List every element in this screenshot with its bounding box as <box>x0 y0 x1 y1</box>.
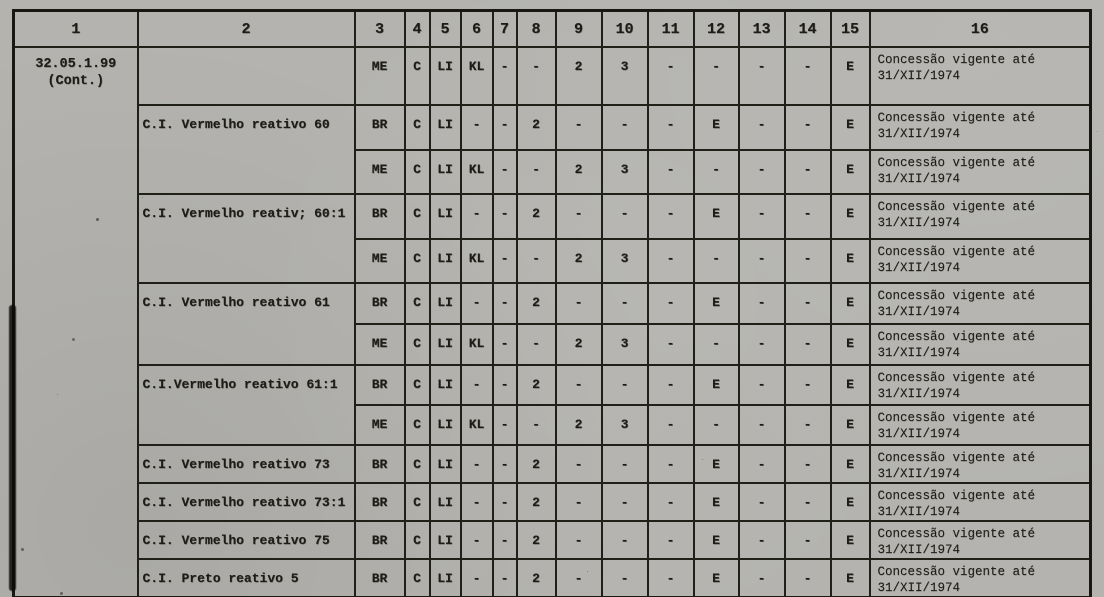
code-cell: - <box>556 365 602 405</box>
code-cell: - <box>785 283 831 324</box>
code-cell: E <box>831 283 870 324</box>
code-cell: - <box>602 194 648 239</box>
concession-line2: 31/XII/1974 <box>877 69 961 83</box>
code-cell: 2 <box>556 47 602 105</box>
dye-name-cell: C.I. Vermelho reativo 75 <box>138 521 355 559</box>
code-cell: C <box>405 47 430 105</box>
code-cell: - <box>785 365 831 405</box>
code-cell: LI <box>430 365 461 405</box>
code-cell: - <box>493 405 517 445</box>
code-cell: - <box>648 483 694 521</box>
code-cell: 2 <box>556 324 602 365</box>
code-cell: - <box>493 194 517 239</box>
code-cell: - <box>739 365 785 405</box>
scan-smudge <box>9 305 16 591</box>
concession-line2: 31/XII/1974 <box>877 581 961 595</box>
code-cell: - <box>556 483 602 521</box>
concession-line1: Concessão vigente até <box>877 200 1036 214</box>
code-cell: - <box>556 521 602 559</box>
concession-line2: 31/XII/1974 <box>877 346 961 360</box>
concession-line2: 31/XII/1974 <box>877 387 961 401</box>
table-row <box>14 105 1091 150</box>
code-cell: - <box>785 324 831 365</box>
code-cell: - <box>739 521 785 559</box>
code-cell: BR <box>355 521 405 559</box>
code-cell: 2 <box>556 405 602 445</box>
code-cell: - <box>694 150 739 194</box>
code-cell: - <box>461 483 493 521</box>
column-header: 13 <box>739 11 785 48</box>
code-cell: - <box>602 521 648 559</box>
code-cell: - <box>648 47 694 105</box>
code-cell: - <box>648 521 694 559</box>
code-cell: BR <box>355 194 405 239</box>
concession-line2: 31/XII/1974 <box>877 172 961 186</box>
code-cell: - <box>785 150 831 194</box>
code-cell: - <box>517 324 556 365</box>
concession-cell <box>870 365 1091 405</box>
code-cell: E <box>694 559 739 597</box>
code-cell: - <box>461 194 493 239</box>
column-header: 15 <box>831 11 870 48</box>
code-cell: E <box>831 521 870 559</box>
code-cell: LI <box>430 239 461 283</box>
code-cell: - <box>785 445 831 483</box>
code-cell: LI <box>430 483 461 521</box>
dye-name-cell: C.I. Preto reativo 5 <box>138 559 355 597</box>
code-cell: 2 <box>517 105 556 150</box>
dye-name-cell: C.I. Vermelho reativ; 60:1 <box>138 194 355 283</box>
code-cell: - <box>648 105 694 150</box>
code-cell: - <box>648 150 694 194</box>
table-row <box>14 445 1091 483</box>
code-cell: 3 <box>602 47 648 105</box>
code-cell: C <box>405 365 430 405</box>
code-cell: - <box>461 445 493 483</box>
concession-line2: 31/XII/1974 <box>877 216 961 230</box>
code-cell: 3 <box>602 150 648 194</box>
dye-name-cell: C.I. Vermelho reativo 60 <box>138 105 355 194</box>
dye-name-cell: C.I. Vermelho reativo 61 <box>138 283 355 365</box>
table-row <box>14 283 1091 324</box>
code-cell: E <box>831 194 870 239</box>
code-cell: E <box>831 365 870 405</box>
code-cell: KL <box>461 47 493 105</box>
code-cell: LI <box>430 105 461 150</box>
code-cell: - <box>785 405 831 445</box>
code-cell: 2 <box>517 521 556 559</box>
concession-line2: 31/XII/1974 <box>877 427 961 441</box>
code-cell: LI <box>430 405 461 445</box>
scan-artifacts <box>96 218 99 221</box>
code-cell: E <box>694 521 739 559</box>
code-cell: - <box>556 559 602 597</box>
code-cell: BR <box>355 483 405 521</box>
concession-line1: Concessão vigente até <box>877 289 1036 303</box>
code-cell: BR <box>355 365 405 405</box>
code-cell: 2 <box>556 150 602 194</box>
code-cell: - <box>602 559 648 597</box>
code-cell: BR <box>355 559 405 597</box>
code-cell: - <box>493 365 517 405</box>
code-cell: - <box>493 521 517 559</box>
code-cell: 3 <box>602 239 648 283</box>
code-cell: - <box>739 445 785 483</box>
concession-cell <box>870 105 1091 150</box>
code-cell: E <box>831 405 870 445</box>
concession-line1: Concessão vigente até <box>877 489 1036 503</box>
code-cell: - <box>602 365 648 405</box>
column-header: 3 <box>355 11 405 48</box>
code-cell: - <box>602 283 648 324</box>
code-cell: C <box>405 194 430 239</box>
dye-name-cell: C.I. Vermelho reativo 73 <box>138 445 355 483</box>
concession-line2: 31/XII/1974 <box>877 305 961 319</box>
column-header: 4 <box>405 11 430 48</box>
concession-line2: 31/XII/1974 <box>877 127 961 141</box>
code-cell: E <box>831 324 870 365</box>
table-row <box>14 559 1091 597</box>
code-cell: E <box>694 445 739 483</box>
code-cell: - <box>517 239 556 283</box>
code-cell: - <box>648 239 694 283</box>
concession-cell <box>870 47 1091 105</box>
code-cell: - <box>493 150 517 194</box>
code-cell: - <box>602 105 648 150</box>
column-header: 9 <box>556 11 602 48</box>
column-header: 1 <box>14 11 138 48</box>
concession-cell <box>870 324 1091 365</box>
concession-line2: 31/XII/1974 <box>877 505 961 519</box>
code-cell: - <box>739 483 785 521</box>
code-cell: ME <box>355 150 405 194</box>
code-cell: 2 <box>517 365 556 405</box>
concession-cell <box>870 150 1091 194</box>
column-header: 8 <box>517 11 556 48</box>
code-cell: - <box>694 47 739 105</box>
concession-line2: 31/XII/1974 <box>877 467 961 481</box>
code-cell: 2 <box>556 239 602 283</box>
concession-line1: Concessão vigente até <box>877 371 1036 385</box>
group-code-line2: (Cont.) <box>47 74 105 89</box>
code-cell: BR <box>355 283 405 324</box>
concession-line1: Concessão vigente até <box>877 330 1036 344</box>
code-cell: C <box>405 559 430 597</box>
table-row <box>14 194 1091 239</box>
code-cell: C <box>405 105 430 150</box>
registry-table <box>12 9 1092 597</box>
column-header: 6 <box>461 11 493 48</box>
code-cell: - <box>461 559 493 597</box>
concession-cell <box>870 239 1091 283</box>
code-cell: - <box>785 483 831 521</box>
table-row <box>14 521 1091 559</box>
code-cell: - <box>461 283 493 324</box>
column-header: 10 <box>602 11 648 48</box>
group-code-line1: 32.05.1.99 <box>35 57 117 72</box>
code-cell: - <box>517 47 556 105</box>
code-cell: - <box>739 559 785 597</box>
code-cell: - <box>648 365 694 405</box>
code-cell: C <box>405 445 430 483</box>
concession-line1: Concessão vigente até <box>877 156 1036 170</box>
code-cell: - <box>739 105 785 150</box>
code-cell: - <box>602 483 648 521</box>
code-cell: LI <box>430 194 461 239</box>
code-cell: - <box>648 405 694 445</box>
code-cell: E <box>831 105 870 150</box>
code-cell: - <box>785 559 831 597</box>
code-cell: C <box>405 239 430 283</box>
table-row <box>14 47 1091 105</box>
code-cell: 3 <box>602 405 648 445</box>
code-cell: E <box>831 150 870 194</box>
code-cell: - <box>517 150 556 194</box>
dye-name-cell: C.I.Vermelho reativo 61:1 <box>138 365 355 445</box>
concession-line2: 31/XII/1974 <box>877 261 961 275</box>
table-header <box>14 11 1091 48</box>
table-row <box>14 483 1091 521</box>
code-cell: 2 <box>517 559 556 597</box>
concession-cell <box>870 559 1091 597</box>
code-cell: E <box>831 445 870 483</box>
dye-name-cell <box>138 47 355 105</box>
code-cell: LI <box>430 283 461 324</box>
code-cell: - <box>739 283 785 324</box>
code-cell: E <box>831 239 870 283</box>
code-cell: - <box>556 283 602 324</box>
code-cell: - <box>556 105 602 150</box>
concession-cell <box>870 445 1091 483</box>
code-cell: C <box>405 405 430 445</box>
code-cell: - <box>493 239 517 283</box>
code-cell: LI <box>430 324 461 365</box>
code-cell: C <box>405 521 430 559</box>
concession-line2: 31/XII/1974 <box>877 543 961 557</box>
code-cell: E <box>831 47 870 105</box>
code-cell: - <box>602 445 648 483</box>
code-cell: BR <box>355 105 405 150</box>
code-cell: KL <box>461 239 493 283</box>
code-cell: ME <box>355 405 405 445</box>
code-cell: LI <box>430 150 461 194</box>
code-cell: - <box>493 559 517 597</box>
code-cell: - <box>785 194 831 239</box>
code-cell: - <box>648 445 694 483</box>
code-cell: - <box>694 239 739 283</box>
code-cell: E <box>831 483 870 521</box>
code-cell: - <box>493 47 517 105</box>
code-cell: E <box>694 105 739 150</box>
concession-line1: Concessão vigente até <box>877 527 1036 541</box>
code-cell: 2 <box>517 445 556 483</box>
concession-line1: Concessão vigente até <box>877 245 1036 259</box>
code-cell: - <box>785 239 831 283</box>
column-header: 11 <box>648 11 694 48</box>
code-cell: - <box>739 150 785 194</box>
code-cell: LI <box>430 47 461 105</box>
code-cell: C <box>405 150 430 194</box>
header-row <box>14 11 1091 48</box>
code-cell: - <box>739 405 785 445</box>
code-cell: - <box>694 324 739 365</box>
concession-cell <box>870 483 1091 521</box>
code-cell: 2 <box>517 483 556 521</box>
code-cell: - <box>493 105 517 150</box>
code-cell: - <box>648 324 694 365</box>
code-cell: E <box>694 365 739 405</box>
table-row <box>14 365 1091 405</box>
code-cell: C <box>405 283 430 324</box>
code-cell: - <box>493 445 517 483</box>
code-cell: - <box>739 324 785 365</box>
concession-line1: Concessão vigente até <box>877 451 1036 465</box>
code-cell: KL <box>461 405 493 445</box>
code-cell: KL <box>461 324 493 365</box>
concession-cell <box>870 405 1091 445</box>
code-cell: ME <box>355 324 405 365</box>
code-cell: LI <box>430 559 461 597</box>
code-cell: - <box>739 47 785 105</box>
code-cell: - <box>556 194 602 239</box>
code-cell: - <box>785 521 831 559</box>
concession-cell <box>870 521 1091 559</box>
code-cell: ME <box>355 47 405 105</box>
column-header: 16 <box>870 11 1091 48</box>
code-cell: C <box>405 483 430 521</box>
concession-line1: Concessão vigente até <box>877 565 1036 579</box>
code-cell: 3 <box>602 324 648 365</box>
column-header: 5 <box>430 11 461 48</box>
code-cell: - <box>493 324 517 365</box>
column-header: 2 <box>138 11 355 48</box>
group-code-cell <box>14 47 138 597</box>
code-cell: - <box>461 365 493 405</box>
code-cell: - <box>461 105 493 150</box>
code-cell: - <box>517 405 556 445</box>
code-cell: KL <box>461 150 493 194</box>
concession-cell <box>870 283 1091 324</box>
code-cell: - <box>694 405 739 445</box>
code-cell: - <box>493 483 517 521</box>
code-cell: - <box>648 559 694 597</box>
dye-name-cell: C.I. Vermelho reativo 73:1 <box>138 483 355 521</box>
concession-line1: Concessão vigente até <box>877 53 1036 67</box>
code-cell: E <box>831 559 870 597</box>
code-cell: 2 <box>517 283 556 324</box>
code-cell: LI <box>430 521 461 559</box>
code-cell: C <box>405 324 430 365</box>
code-cell: - <box>785 105 831 150</box>
column-header: 14 <box>785 11 831 48</box>
code-cell: - <box>739 194 785 239</box>
code-cell: E <box>694 483 739 521</box>
code-cell: - <box>556 445 602 483</box>
code-cell: E <box>694 283 739 324</box>
code-cell: ME <box>355 239 405 283</box>
table-body <box>14 47 1091 597</box>
column-header: 7 <box>493 11 517 48</box>
code-cell: - <box>461 521 493 559</box>
code-cell: - <box>785 47 831 105</box>
concession-line1: Concessão vigente até <box>877 411 1036 425</box>
code-cell: 2 <box>517 194 556 239</box>
concession-line1: Concessão vigente até <box>877 111 1036 125</box>
code-cell: - <box>648 194 694 239</box>
code-cell: - <box>739 239 785 283</box>
code-cell: - <box>493 283 517 324</box>
code-cell: E <box>694 194 739 239</box>
code-cell: - <box>648 283 694 324</box>
column-header: 12 <box>694 11 739 48</box>
concession-cell <box>870 194 1091 239</box>
code-cell: LI <box>430 445 461 483</box>
code-cell: BR <box>355 445 405 483</box>
